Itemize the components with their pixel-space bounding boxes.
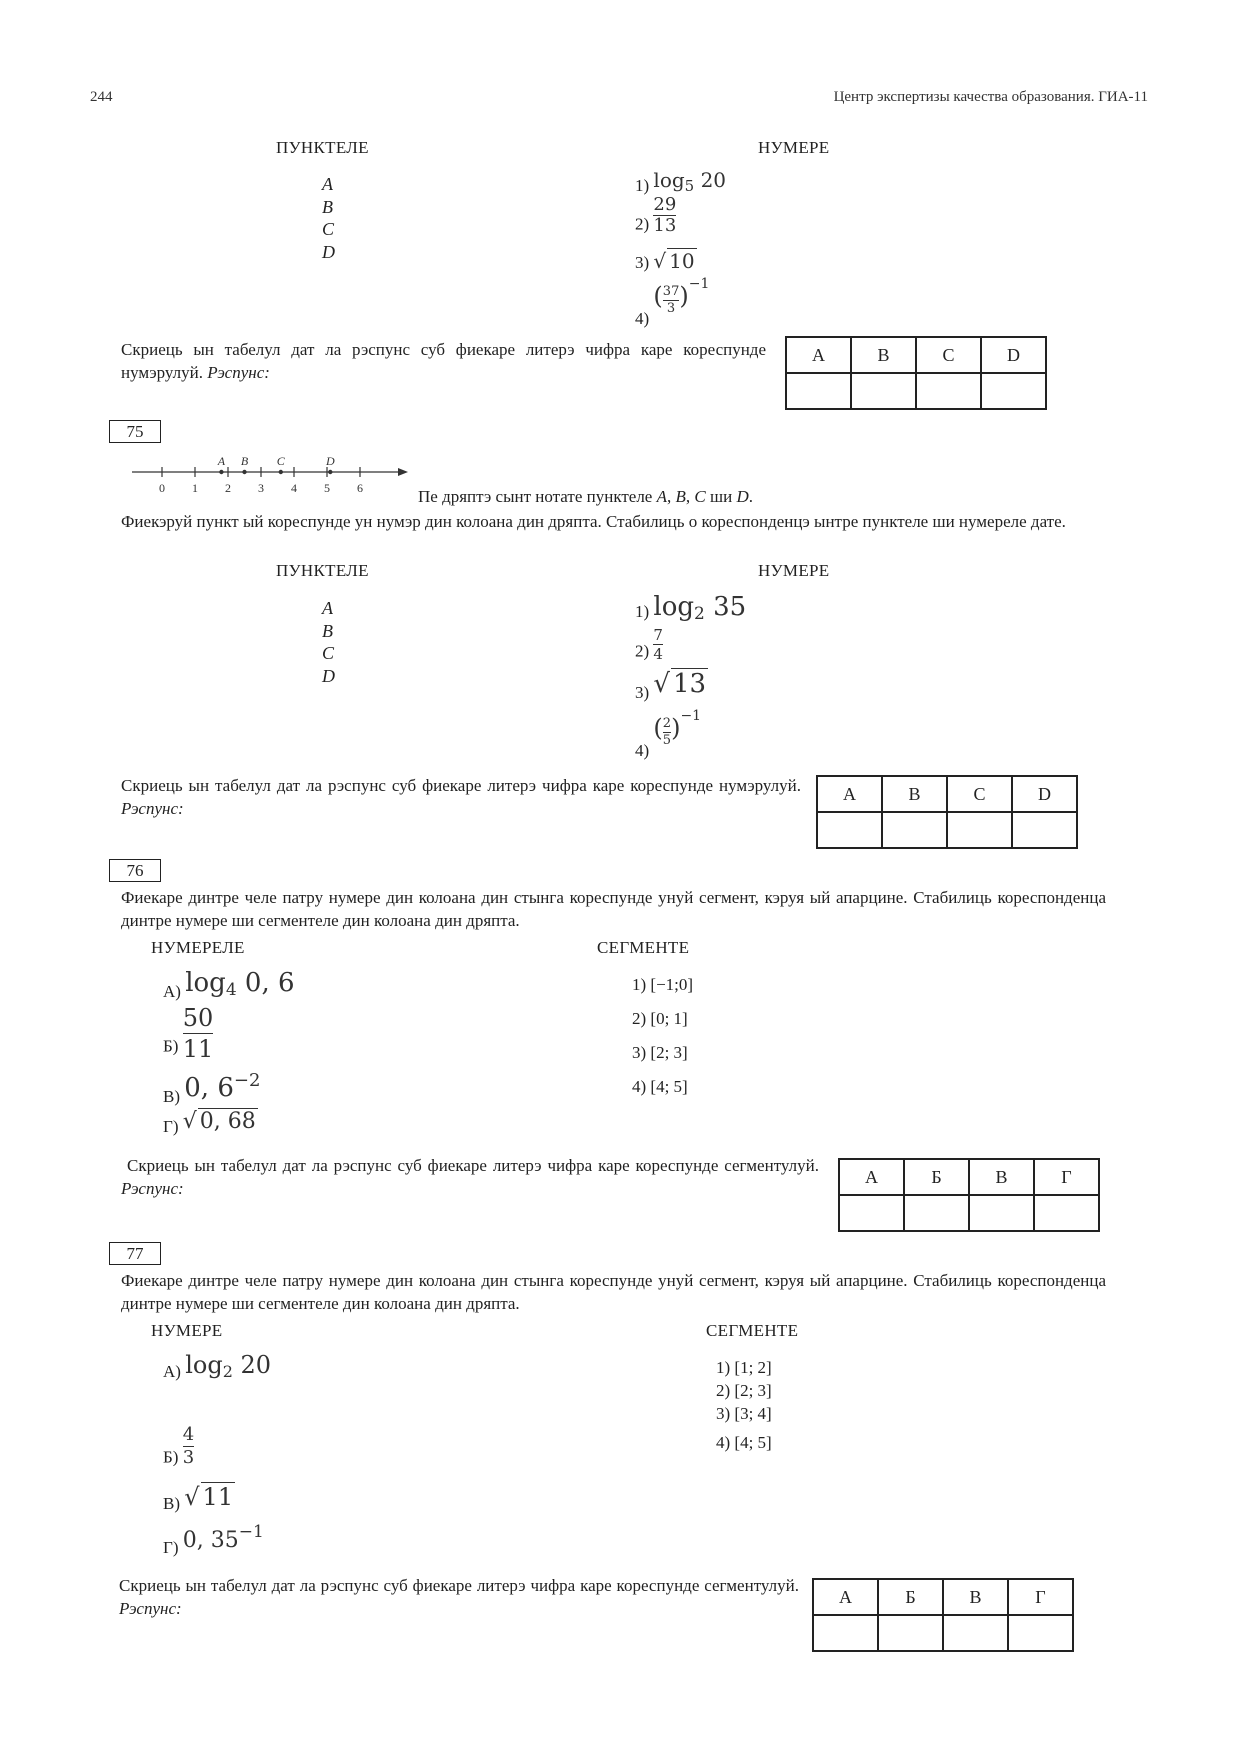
q75-points-list	[322, 597, 335, 687]
number-line-point-label: D	[325, 454, 335, 468]
q74-answer-cell-a[interactable]	[786, 373, 851, 409]
q74-answer-cell-d[interactable]	[981, 373, 1046, 409]
number-line-point-label: B	[240, 454, 249, 468]
q75-option-4: 4) ( $\frac{2}{5}$ )$^{-1}$	[635, 708, 702, 760]
q77-segment-1: 1) [1; 2]	[716, 1358, 772, 1377]
q74-answer-table	[785, 336, 1047, 410]
q77-header-c: В	[943, 1579, 1008, 1615]
number-line-tick-label: 0	[159, 481, 165, 495]
q74-answer-cell-c[interactable]	[916, 373, 981, 409]
q77-answer-cell-d[interactable]	[1008, 1615, 1073, 1651]
page-number: 244	[90, 89, 113, 105]
q75-answer-cell-b[interactable]	[882, 812, 947, 848]
q74-header-a: A	[786, 337, 851, 373]
q76-answer-cell-d[interactable]	[1034, 1195, 1099, 1231]
q75-option-2: 2) $\frac{7}{4}$	[635, 626, 663, 663]
number-line-point-label: A	[217, 454, 226, 468]
q76-segment-4: 4) [4; 5]	[632, 1077, 688, 1096]
q75-instruction: Скриець ын табелул дат ла рэспунс суб фиекаре литерэ чифра каре кореспунде нумэрулуй. Рэспунс:	[121, 776, 801, 818]
q76-segment-1: 1) [−1;0]	[632, 975, 694, 994]
number-line-point-a	[219, 470, 223, 474]
q76-answer-table	[838, 1158, 1100, 1232]
number-line-point-label: C	[276, 454, 285, 468]
q76-col-segments: СЕГМЕНТЕ	[597, 938, 690, 957]
q77-answer-cell-c[interactable]	[943, 1615, 1008, 1651]
q75-point-a: A	[322, 598, 333, 618]
q74-option-3: 3) √ 10	[635, 249, 695, 273]
q75-answer-cell-c[interactable]	[947, 812, 1012, 848]
q77-segment-2: 2) [2; 3]	[716, 1381, 772, 1400]
q76-number-box: 76	[109, 859, 161, 882]
q74-point-c: C	[322, 219, 335, 239]
q76-col-numbers: НУМЕРЕЛЕ	[151, 938, 245, 957]
q77-number-box: 77	[109, 1242, 161, 1265]
q76-header-c: В	[969, 1159, 1034, 1195]
q74-header-b: B	[851, 337, 916, 373]
q77-number-a: А) $\log_2 20$	[163, 1351, 272, 1381]
q77-header-b: Б	[878, 1579, 943, 1615]
q77-answer-cell-b[interactable]	[878, 1615, 943, 1651]
q76-number-c: В) 0, $6^{-2}$	[163, 1070, 261, 1106]
q75-header-d: D	[1012, 776, 1077, 812]
q75-point-b: B	[322, 620, 333, 641]
number-line-tick-label: 6	[357, 481, 363, 495]
q74-option-2: 2) $\frac{29}{13}$	[635, 194, 677, 236]
q75-option-3: 3) √ 13	[635, 669, 707, 702]
q77-segment-3: 3) [3; 4]	[716, 1404, 772, 1423]
q74-col-numbers: НУМЕРЕ	[758, 138, 830, 157]
q74-point-d: D	[322, 241, 335, 262]
q77-number-b: Б) $\frac{4}{3}$	[163, 1424, 195, 1468]
q74-col-points: ПУНКТЕЛЕ	[276, 138, 369, 157]
q76-segments-list	[632, 968, 693, 1104]
q76-answer-cell-c[interactable]	[969, 1195, 1034, 1231]
q75-number-box: 75	[109, 420, 161, 443]
q75-answer-cell-a[interactable]	[817, 812, 882, 848]
q75-col-numbers: НУМЕРЕ	[758, 561, 830, 580]
q75-header-a: A	[817, 776, 882, 812]
number-line-point-b	[242, 470, 246, 474]
q76-segment-2: 2) [0; 1]	[632, 1009, 688, 1028]
number-line-tick-label: 2	[225, 481, 231, 495]
q75-point-c: C	[322, 643, 335, 663]
number-line-tick-label: 1	[192, 481, 198, 495]
q76-answer-cell-a[interactable]	[839, 1195, 904, 1231]
q77-task: Фиекаре динтре челе патру нумере дин колоана дин стынга кореспунде унуй сегмент, кэруя ый апарцине. Стабилиць кореспонденца динтре нумере ши сегментеле дин колоана дин дряпта.	[121, 1271, 1106, 1313]
q74-option-4: 4) ( $\frac{37}{3}$ )$^{-1}$	[635, 276, 710, 328]
q77-number-c: В) √ 11	[163, 1483, 234, 1513]
q77-number-d: Г) 0, $35^{-1}$	[163, 1522, 264, 1557]
q76-number-b: Б) $\frac{50}{11}$	[163, 1004, 214, 1063]
q77-col-numbers: НУМЕРЕ	[151, 1321, 223, 1340]
q77-segments-list	[716, 1356, 772, 1454]
running-header: Центр экспертизы качества образования. ГИА-11	[833, 89, 1148, 105]
q75-answer-cell-d[interactable]	[1012, 812, 1077, 848]
q77-col-segments: СЕГМЕНТЕ	[706, 1321, 799, 1340]
q75-number-line	[130, 450, 420, 500]
q74-points-list	[322, 173, 335, 263]
q76-header-d: Г	[1034, 1159, 1099, 1195]
q74-option-1: 1) $\log_5 20$	[635, 168, 727, 195]
q75-answer-table	[816, 775, 1078, 849]
q77-header-d: Г	[1008, 1579, 1073, 1615]
q75-task: Фиекэруй пункт ый кореспунде ун нумэр дин колоана дин дряпта. Стабилиць о кореспонденцэ ынтре пунктеле ши нумереле дате.	[121, 512, 1066, 531]
number-line-arrow	[398, 468, 408, 476]
q74-instruction: Скриець ын табелул дат ла рэспунс суб фиекаре литерэ чифра каре кореспунде нумэрулуй. Рэспунс:	[121, 340, 766, 382]
q75-col-points: ПУНКТЕЛЕ	[276, 561, 369, 580]
q77-header-a: А	[813, 1579, 878, 1615]
q77-instruction: Скриець ын табелул дат ла рэспунс суб фиекаре литерэ чифра каре кореспунде сегментулуй. Рэспунс:	[119, 1576, 799, 1618]
q77-segment-4: 4) [4; 5]	[716, 1433, 772, 1452]
q75-header-c: C	[947, 776, 1012, 812]
q74-answer-cell-b[interactable]	[851, 373, 916, 409]
q77-answer-table	[812, 1578, 1074, 1652]
q75-point-d: D	[322, 665, 335, 686]
number-line-tick-label: 4	[291, 481, 297, 495]
q76-instruction: Скриець ын табелул дат ла рэспунс суб фиекаре литерэ чифра каре кореспунде сегментулуй. Рэспунс:	[121, 1156, 819, 1198]
q75-header-b: B	[882, 776, 947, 812]
q76-number-d: Г) √ 0, 68	[163, 1109, 256, 1136]
number-line-point-c	[279, 470, 283, 474]
number-line-point-d	[328, 470, 332, 474]
q77-answer-cell-a[interactable]	[813, 1615, 878, 1651]
q76-segment-3: 3) [2; 3]	[632, 1043, 688, 1062]
q74-point-b: B	[322, 196, 333, 217]
q76-header-b: Б	[904, 1159, 969, 1195]
q76-task: Фиекаре динтре челе патру нумере дин колоана дин стынга кореспунде унуй сегмент, кэруя ый апарцине. Стабилиць кореспонденца динтре нумере ши сегментеле дин колоана дин дряпта.	[121, 888, 1106, 930]
number-line-tick-label: 5	[324, 481, 330, 495]
q74-header-c: C	[916, 337, 981, 373]
q76-header-a: А	[839, 1159, 904, 1195]
q76-number-a: А) $\log_4 0$, 6	[163, 968, 295, 1001]
q74-point-a: A	[322, 174, 333, 194]
q74-header-d: D	[981, 337, 1046, 373]
q75-option-1: 1) $\log_2 35$	[635, 592, 747, 624]
q75-axis-caption: Пе дряптэ сынт нотате пунктеле A, B, C ши D.	[418, 487, 753, 506]
number-line-tick-label: 3	[258, 481, 264, 495]
q76-answer-cell-b[interactable]	[904, 1195, 969, 1231]
